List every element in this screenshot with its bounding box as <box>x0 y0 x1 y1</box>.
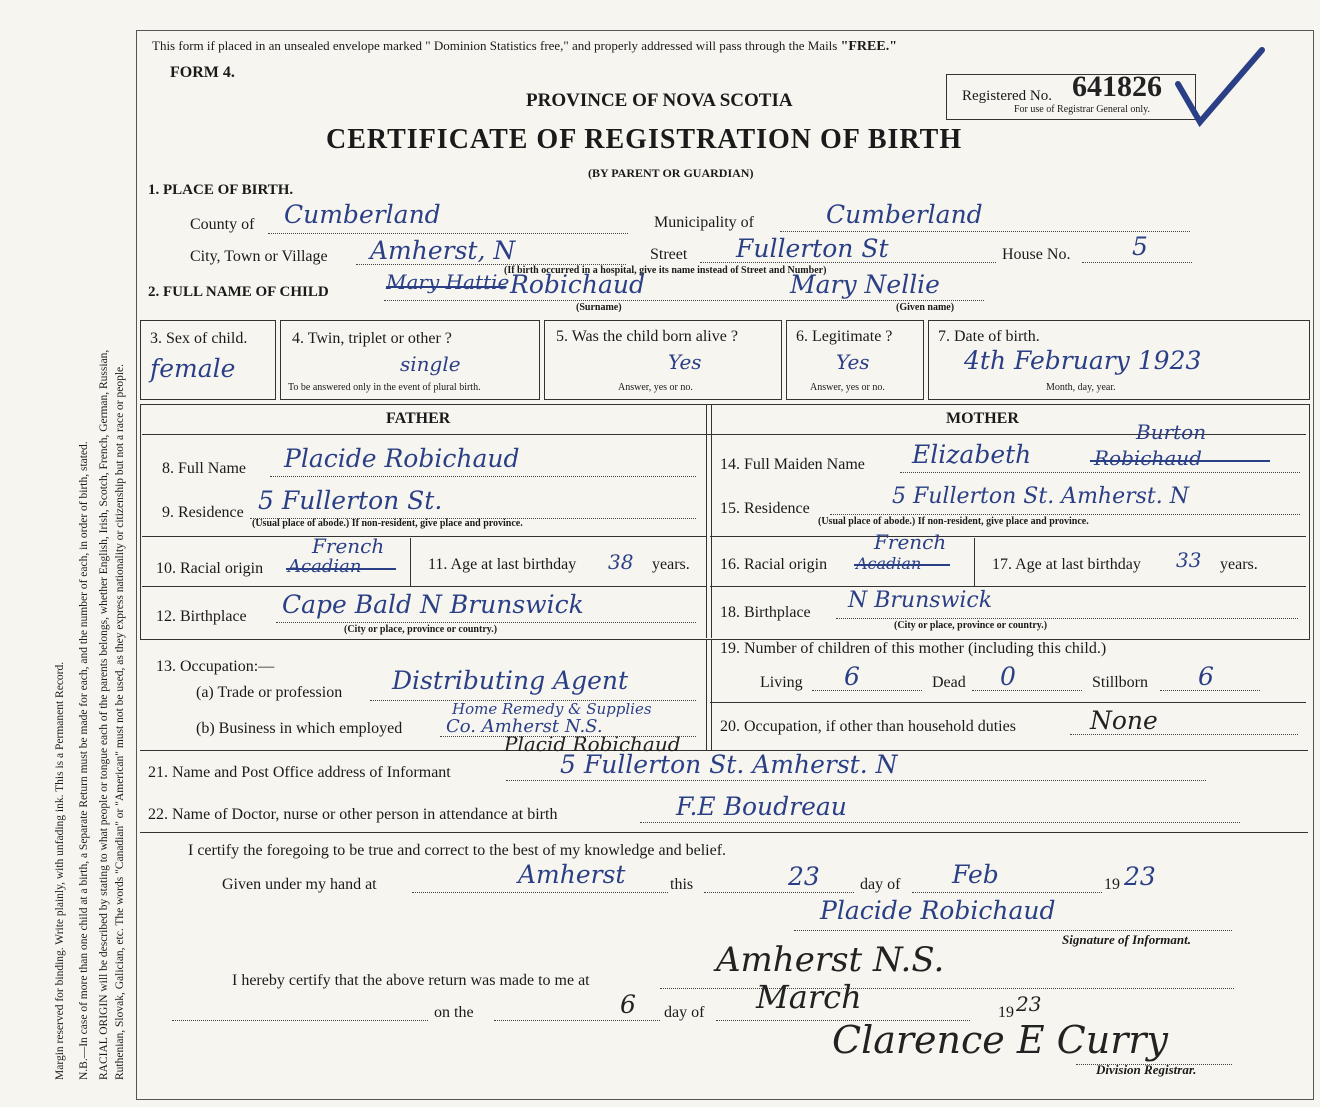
signature-label: Signature of Informant. <box>1062 932 1191 947</box>
street-value: Fullerton St <box>736 234 889 263</box>
father-years: years. <box>652 556 690 573</box>
county-line <box>268 233 628 234</box>
father-race-divider <box>410 538 411 586</box>
mother-race-divider <box>974 538 975 586</box>
mother-bp-note: (City or place, province or country.) <box>894 620 1048 631</box>
father-name-value: Placide Robichaud <box>284 444 520 473</box>
informant-label: 21. Name and Post Office address of Informant <box>148 764 451 781</box>
doctor-line <box>640 822 1240 823</box>
date-label: 7. Date of birth. <box>938 328 1040 345</box>
day-line <box>704 892 854 893</box>
mother-name-strike <box>1090 460 1270 462</box>
date-value: 4th February 1923 <box>964 346 1202 375</box>
mail-notice-line <box>152 38 897 55</box>
place-heading: 1. PLACE OF BIRTH. <box>148 182 294 198</box>
informant-signature: Placide Robichaud <box>820 896 1056 925</box>
alive-note: Answer, yes or no. <box>618 382 693 393</box>
mother-rule-1 <box>710 536 1306 537</box>
on-the-label: on the <box>434 1004 474 1021</box>
county-label: County of <box>190 216 255 233</box>
mother-bp-line <box>836 618 1298 619</box>
cert-rule <box>140 832 1308 833</box>
father-race-label: 10. Racial origin <box>156 560 264 577</box>
father-race-value: French <box>312 534 385 558</box>
twin-value: single <box>400 352 461 376</box>
father-res-value: 5 Fullerton St. <box>258 486 443 515</box>
mother-name-line <box>900 472 1300 473</box>
father-res-note: (Usual place of abode.) If non-resident, give place and province. <box>252 518 523 529</box>
child-struck-name: Mary Hattie <box>386 270 510 294</box>
mother-age-value: 33 <box>1176 548 1202 572</box>
parents-divider <box>706 404 712 638</box>
municipality-label: Municipality of <box>654 214 754 231</box>
given-label: Given under my hand at <box>222 876 377 893</box>
margin-note-4: Ruthenian, Slovak, Galician, etc. The words "Canadian" or "American" must not be used, as they express nationality or citizenship but not a race or people. <box>114 363 126 1080</box>
doctor-label: 22. Name of Doctor, nurse or other person in attendance at birth <box>148 806 558 823</box>
form-number: FORM 4. <box>170 64 235 81</box>
child-given-name: Mary Nellie <box>790 270 940 299</box>
mother-name-above: Burton <box>1136 420 1207 444</box>
doctor-value: F.E Boudreau <box>676 792 847 821</box>
legit-value: Yes <box>836 350 870 374</box>
mother-res-value: 5 Fullerton St. Amherst. N <box>892 484 1189 509</box>
city-value: Amherst, N <box>370 236 516 265</box>
on-line-left <box>172 1020 428 1021</box>
given-year-print: 19 <box>1104 876 1120 893</box>
business-value-1: Home Remedy & Supplies <box>452 700 652 718</box>
mother-bp-label: 18. Birthplace <box>720 604 811 621</box>
father-name-line <box>270 476 696 477</box>
trade-value: Distributing Agent <box>392 666 629 695</box>
mail-free: "FREE." <box>840 39 897 54</box>
mother-occ-label: 20. Occupation, if other than household duties <box>720 718 1016 735</box>
mother-res-note: (Usual place of abode.) If non-resident, give place and province. <box>818 516 1089 527</box>
father-occ-label: 13. Occupation:— <box>156 658 275 675</box>
informant-line <box>506 780 1206 781</box>
father-name-label: 8. Full Name <box>162 460 246 477</box>
children-label: 19. Number of children of this mother (including this child.) <box>720 640 1107 657</box>
father-rule-2 <box>142 586 706 587</box>
mother-years: years. <box>1220 556 1258 573</box>
mother-race-struck: Acadian <box>856 554 922 573</box>
living-line <box>812 690 922 691</box>
sex-value: female <box>150 354 236 383</box>
certificate-title: CERTIFICATE OF REGISTRATION OF BIRTH <box>326 124 963 155</box>
stillborn-value: 6 <box>1198 662 1214 691</box>
city-label: City, Town or Village <box>190 248 328 265</box>
alive-value: Yes <box>668 350 702 374</box>
parents-header-rule <box>142 434 1306 435</box>
living-label: Living <box>760 674 803 691</box>
on-month: March <box>756 978 862 1016</box>
mother-name-value: Elizabeth <box>912 440 1032 469</box>
mother-race-value: French <box>874 530 947 554</box>
father-rule-1 <box>142 536 706 537</box>
legit-note: Answer, yes or no. <box>810 382 885 393</box>
trade-label: (a) Trade or profession <box>196 684 343 701</box>
certify-text: I certify the foregoing to be true and correct to the best of my knowledge and belief. <box>188 842 727 859</box>
margin-note-2: N.B.—In case of more than one child at a birth, a Separate Return must be made for each, and the number of each, in order of birth, stated. <box>78 441 90 1080</box>
given-month: Feb <box>952 860 999 889</box>
father-bp-label: 12. Birthplace <box>156 608 247 625</box>
father-res-label: 9. Residence <box>162 504 244 521</box>
house-label: House No. <box>1002 246 1071 263</box>
stillborn-label: Stillborn <box>1092 674 1149 691</box>
father-bp-line <box>276 622 696 623</box>
margin-note-3: RACIAL ORIGIN will be described by stating to what people or tongue each of the parents belongs, whether English, Irish, Scotch, French, German, Russian, <box>98 349 110 1080</box>
living-value: 6 <box>844 662 860 691</box>
occupation-divider <box>706 640 712 750</box>
mother-race-strike <box>854 564 950 566</box>
mail-notice: This form if placed in an unsealed envelope marked " Dominion Statistics free," and properly addressed will pass through the Mails <box>152 38 838 53</box>
father-age-label: 11. Age at last birthday <box>428 556 577 573</box>
sex-label: 3. Sex of child. <box>150 330 248 347</box>
registrar-label: Division Registrar. <box>1096 1062 1197 1077</box>
on-year-hw: 23 <box>1016 992 1042 1016</box>
mother-race-label: 16. Racial origin <box>720 556 828 573</box>
business-label: (b) Business in which employed <box>196 720 403 737</box>
registrar-signature: Clarence E Curry <box>832 1018 1169 1062</box>
on-day: 6 <box>620 990 636 1019</box>
given-year-hw: 23 <box>1124 862 1156 891</box>
this-label: this <box>670 876 694 893</box>
hereby-text: I hereby certify that the above return was made to me at <box>232 972 590 989</box>
registrar-note: For use of Registrar General only. <box>1014 104 1150 115</box>
house-value: 5 <box>1132 232 1148 261</box>
date-note: Month, day, year. <box>1046 382 1116 393</box>
margin-note-1: Margin reserved for binding. Write plainly, with unfading ink. This is a Permanent Record. <box>54 661 66 1080</box>
hereby-line <box>660 988 1234 989</box>
month-line <box>912 892 1102 893</box>
dead-line <box>972 690 1082 691</box>
father-age-value: 38 <box>608 550 634 574</box>
legit-label: 6. Legitimate ? <box>796 328 893 345</box>
registered-label: Registered No. <box>962 88 1052 104</box>
day-of-label: day of <box>860 876 901 893</box>
county-value: Cumberland <box>284 200 441 229</box>
father-heading: FATHER <box>386 410 451 427</box>
given-note: (Given name) <box>896 302 955 313</box>
mother-heading: MOTHER <box>946 410 1019 427</box>
given-day: 23 <box>788 862 820 891</box>
hereby-place: Amherst N.S. <box>716 940 945 980</box>
surname-note: (Surname) <box>576 302 622 313</box>
father-bp-note: (City or place, province or country.) <box>344 624 498 635</box>
business-value-2: Co. Amherst N.S. <box>446 716 603 737</box>
child-name-label: 2. FULL NAME OF CHILD <box>148 284 329 300</box>
father-bp-value: Cape Bald N Brunswick <box>282 590 584 619</box>
mother-name-label: 14. Full Maiden Name <box>720 456 865 473</box>
child-surname: Robichaud <box>510 270 645 299</box>
mother-res-label: 15. Residence <box>720 500 810 517</box>
registered-number: 641826 <box>1072 70 1162 103</box>
mother-occ-value: None <box>1090 706 1158 735</box>
house-line <box>1082 262 1192 263</box>
dead-value: 0 <box>1000 662 1016 691</box>
mother-rule-2 <box>710 586 1306 587</box>
on-day-line <box>494 1020 660 1021</box>
mother-res-line <box>830 514 1300 515</box>
informant-name: Placid Robichaud <box>504 732 681 756</box>
street-label: Street <box>650 246 688 263</box>
on-day-of: day of <box>664 1004 705 1021</box>
checkmark-icon <box>1170 44 1270 134</box>
municipality-value: Cumberland <box>826 200 983 229</box>
hospital-note: (If birth occurred in a hospital, give its name instead of Street and Number) <box>504 265 827 276</box>
twin-label: 4. Twin, triplet or other ? <box>292 330 452 347</box>
alive-label: 5. Was the child born alive ? <box>556 328 738 345</box>
signature-line <box>794 930 1232 931</box>
given-line <box>412 892 668 893</box>
on-year-print: 19 <box>998 1004 1014 1021</box>
municipality-line <box>780 231 1190 232</box>
province-title: PROVINCE OF NOVA SCOTIA <box>526 90 793 111</box>
mother-name-struck: Robichaud <box>1094 446 1202 470</box>
child-strike-line <box>386 286 506 288</box>
mother-rule-3 <box>710 702 1306 703</box>
father-race-strike <box>286 568 396 570</box>
child-name-line <box>384 300 984 301</box>
mother-age-label: 17. Age at last birthday <box>992 556 1141 573</box>
father-race-struck: Acadian <box>288 556 362 577</box>
mother-bp-value: N Brunswick <box>848 588 993 613</box>
twin-note: To be answered only in the event of plural birth. <box>288 382 481 393</box>
certificate-subtitle: (BY PARENT OR GUARDIAN) <box>588 166 754 180</box>
given-place: Amherst <box>518 860 626 889</box>
informant-address: 5 Fullerton St. Amherst. N <box>560 750 898 779</box>
dead-label: Dead <box>932 674 966 691</box>
